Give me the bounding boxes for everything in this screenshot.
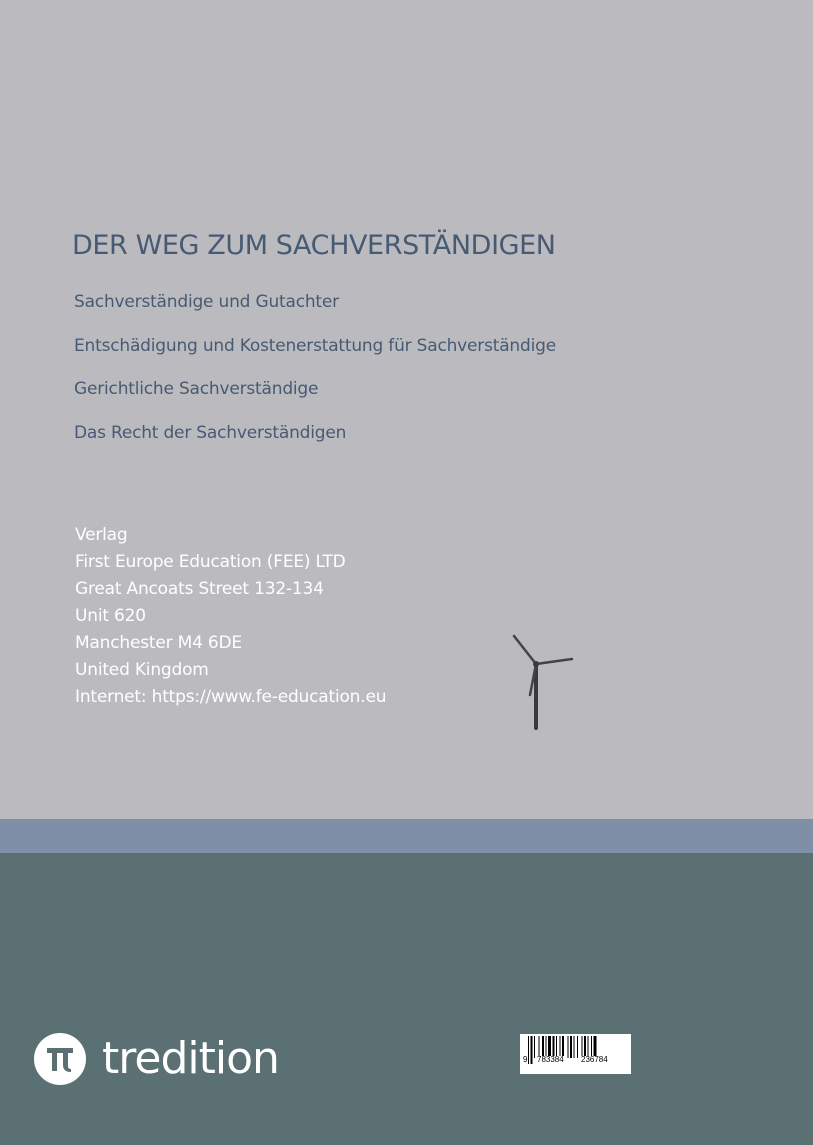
series-book-item: Gerichtliche Sachverständige bbox=[74, 379, 319, 399]
divider-band bbox=[0, 819, 813, 853]
isbn-barcode bbox=[520, 1034, 631, 1074]
publisher-unit: Unit 620 bbox=[75, 606, 146, 626]
barcode-group-1: 783384 bbox=[537, 1055, 564, 1064]
publisher-city: Manchester M4 6DE bbox=[75, 633, 242, 653]
tredition-logo bbox=[34, 1033, 279, 1085]
tredition-logo-icon bbox=[34, 1033, 86, 1085]
series-title: DER WEG ZUM SACHVERSTÄNDIGEN bbox=[72, 230, 556, 261]
series-book-list bbox=[74, 292, 556, 466]
lower-panel bbox=[0, 853, 813, 1145]
publisher-street: Great Ancoats Street 132-134 bbox=[75, 579, 324, 599]
series-book-item: Entschädigung und Kostenerstattung für Sachverständige bbox=[74, 335, 556, 356]
publisher-name: First Europe Education (FEE) LTD bbox=[75, 552, 346, 572]
barcode-group-2: 236784 bbox=[581, 1055, 608, 1064]
barcode-prefix: 9 bbox=[523, 1055, 528, 1064]
publisher-address bbox=[75, 522, 386, 711]
wind-turbine-image bbox=[505, 628, 585, 738]
series-book-item: Sachverständige und Gutachter bbox=[74, 292, 339, 312]
publisher-country: United Kingdom bbox=[75, 660, 209, 680]
publisher-label: Verlag bbox=[75, 525, 128, 545]
tredition-wordmark: tredition bbox=[102, 1033, 279, 1084]
publisher-website: Internet: https://www.fe-education.eu bbox=[75, 687, 387, 707]
series-book-item: Das Recht der Sachverständigen bbox=[74, 422, 347, 443]
